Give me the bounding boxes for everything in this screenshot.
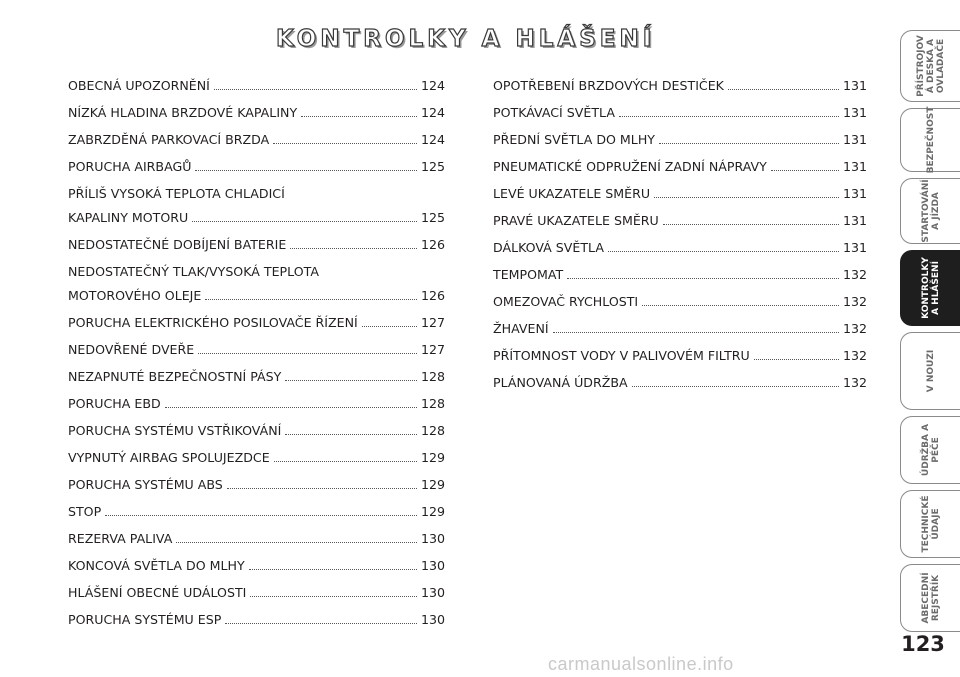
toc-entry-label: PORUCHA AIRBAGŮ	[68, 159, 192, 174]
toc-entry[interactable]	[68, 263, 445, 304]
toc-entry-label: OPOTŘEBENÍ BRZDOVÝCH DESTIČEK	[493, 78, 724, 93]
toc-entry-page: 132	[842, 321, 867, 336]
page-number: 123	[901, 632, 945, 656]
toc-entry-label: TEMPOMAT	[493, 267, 564, 282]
toc-entry[interactable]	[68, 584, 445, 601]
dot-leader	[728, 89, 839, 90]
toc-entry[interactable]	[68, 158, 445, 175]
chapter-tab-label: KONTROLKY A HLÁŠENÍ	[920, 257, 941, 319]
toc-entry-page: 130	[420, 558, 445, 573]
toc-entry-page: 129	[420, 477, 445, 492]
toc-entry[interactable]	[68, 77, 445, 94]
toc-entry-label: NEDOVŘENÉ DVEŘE	[68, 342, 195, 357]
toc-entry-label-line1: PŘÍLIŠ VYSOKÁ TEPLOTA CHLADICÍ	[68, 186, 285, 201]
dot-leader	[165, 407, 417, 408]
dot-leader	[290, 248, 417, 249]
dot-leader	[198, 353, 417, 354]
dot-leader	[192, 221, 417, 222]
toc-entry-page: 128	[420, 423, 445, 438]
dot-leader	[195, 170, 417, 171]
toc-entry[interactable]	[493, 185, 867, 202]
chapter-tab[interactable]	[900, 564, 960, 632]
toc-entry-label: NEDOSTATEČNÉ DOBÍJENÍ BATERIE	[68, 237, 287, 252]
toc-entry[interactable]	[493, 293, 867, 310]
toc-entry-page: 132	[842, 348, 867, 363]
toc-entry-label: ZABRZDĚNÁ PARKOVACÍ BRZDA	[68, 132, 270, 147]
dot-leader	[642, 305, 839, 306]
toc-entry-page: 128	[420, 396, 445, 411]
chapter-tab[interactable]	[900, 416, 960, 484]
dot-leader	[567, 278, 839, 279]
toc-entry[interactable]	[68, 476, 445, 493]
dot-leader	[214, 89, 417, 90]
toc-entry[interactable]	[493, 320, 867, 337]
toc-entry-page: 127	[420, 315, 445, 330]
toc-entry-page: 130	[420, 612, 445, 627]
toc-entry[interactable]	[68, 185, 445, 226]
toc-entry-page: 132	[842, 267, 867, 282]
toc-entry-label: PORUCHA ELEKTRICKÉHO POSILOVAČE ŘÍZENÍ	[68, 315, 358, 330]
toc-entry-label: PNEUMATICKÉ ODPRUŽENÍ ZADNÍ NÁPRAVY	[493, 159, 767, 174]
toc-entry-label: VYPNUTÝ AIRBAG SPOLUJEZDCE	[68, 450, 270, 465]
dot-leader	[285, 380, 417, 381]
toc-entry-label-line2: MOTOROVÉHO OLEJE	[68, 288, 202, 303]
toc-entry[interactable]	[68, 503, 445, 520]
toc-entry[interactable]	[68, 422, 445, 439]
toc-entry[interactable]	[493, 158, 867, 175]
dot-leader	[663, 224, 839, 225]
toc-entry-label: DÁLKOVÁ SVĚTLA	[493, 240, 604, 255]
toc-entry-page: 131	[842, 213, 867, 228]
toc-entry[interactable]	[68, 368, 445, 385]
toc-entry-page: 124	[420, 132, 445, 147]
toc-entry-page: 132	[842, 375, 867, 390]
page-title: KONTROLKY A HLÁŠENÍ	[276, 26, 656, 52]
toc-entry-label: OMEZOVAČ RYCHLOSTI	[493, 294, 639, 309]
chapter-tab[interactable]	[900, 108, 960, 172]
dot-leader	[249, 569, 417, 570]
chapter-tab[interactable]	[900, 30, 960, 102]
toc-entry[interactable]	[68, 104, 445, 121]
dot-leader	[659, 143, 839, 144]
toc-entry[interactable]	[493, 374, 867, 391]
toc-entry-label: PŘEDNÍ SVĚTLA DO MLHY	[493, 132, 655, 147]
chapter-tab-label: ABECEDNÍ REJSTŘÍK	[920, 572, 941, 624]
toc-left-column	[68, 77, 445, 638]
toc-entry-page: 129	[420, 504, 445, 519]
chapter-tab-label: STARTOVÁNÍ A JÍZDA	[920, 179, 941, 243]
toc-entry[interactable]	[68, 314, 445, 331]
dot-leader	[553, 332, 839, 333]
toc-entry-label: STOP	[68, 504, 102, 519]
chapter-tab-label: BEZPEČNOST	[925, 106, 936, 174]
toc-entry[interactable]	[68, 131, 445, 148]
dot-leader	[176, 542, 417, 543]
toc-entry-page: 130	[420, 585, 445, 600]
toc-entry-label: PORUCHA EBD	[68, 396, 161, 411]
toc-entry[interactable]	[493, 104, 867, 121]
toc-entry-page: 131	[842, 105, 867, 120]
toc-entry-page: 131	[842, 186, 867, 201]
dot-leader	[608, 251, 839, 252]
chapter-tab[interactable]	[900, 178, 960, 244]
toc-entry[interactable]	[68, 449, 445, 466]
toc-entry-page: 131	[842, 78, 867, 93]
chapter-tab[interactable]	[900, 490, 960, 558]
toc-entry-label: REZERVA PALIVA	[68, 531, 173, 546]
watermark: carmanualsonline.info	[548, 654, 734, 674]
toc-entry-label: NEZAPNUTÉ BEZPEČNOSTNÍ PÁSY	[68, 369, 282, 384]
toc-entry-label: PORUCHA SYSTÉMU VSTŘIKOVÁNÍ	[68, 423, 282, 438]
dot-leader	[285, 434, 417, 435]
toc-entry-label-line1: NEDOSTATEČNÝ TLAK/VYSOKÁ TEPLOTA	[68, 264, 319, 279]
chapter-tab-label: PŘÍSTROJOV Á DESKA A OVLADAČE	[915, 35, 946, 97]
toc-entry-label: POTKÁVACÍ SVĚTLA	[493, 105, 615, 120]
toc-entry-page: 124	[420, 105, 445, 120]
dot-leader	[754, 359, 839, 360]
chapter-tab-label: V NOUZI	[925, 349, 936, 393]
toc-entry-page: 124	[420, 78, 445, 93]
chapter-tab-label: ÚDRŽBA A PÉČE	[920, 423, 941, 477]
dot-leader	[225, 623, 417, 624]
toc-entry[interactable]	[68, 236, 445, 253]
toc-entry-label: PŘÍTOMNOST VODY V PALIVOVÉM FILTRU	[493, 348, 750, 363]
toc-entry-page: 126	[420, 237, 445, 252]
toc-entry-page: 125	[420, 210, 445, 225]
toc-entry-label: PRAVÉ UKAZATELE SMĚRU	[493, 213, 659, 228]
toc-entry-page: 132	[842, 294, 867, 309]
dot-leader	[362, 326, 417, 327]
toc-entry-label: NÍZKÁ HLADINA BRZDOVÉ KAPALINY	[68, 105, 298, 120]
dot-leader	[771, 170, 839, 171]
toc-entry-page: 129	[420, 450, 445, 465]
dot-leader	[654, 197, 839, 198]
toc-entry-page: 131	[842, 240, 867, 255]
toc-entry[interactable]	[493, 77, 867, 94]
toc-entry-label: PORUCHA SYSTÉMU ABS	[68, 477, 223, 492]
toc-entry-label: ŽHAVENÍ	[493, 321, 549, 336]
dot-leader	[250, 596, 417, 597]
chapter-tab-label: TECHNICKÉ ÚDAJE	[920, 495, 941, 553]
toc-entry-page: 130	[420, 531, 445, 546]
dot-leader	[227, 488, 417, 489]
dot-leader	[105, 515, 417, 516]
dot-leader	[301, 116, 417, 117]
toc-entry[interactable]	[493, 131, 867, 148]
toc-entry[interactable]	[493, 266, 867, 283]
dot-leader	[619, 116, 839, 117]
toc-entry-page: 128	[420, 369, 445, 384]
toc-entry[interactable]	[493, 212, 867, 229]
toc-entry-page: 127	[420, 342, 445, 357]
toc-entry-label: KONCOVÁ SVĚTLA DO MLHY	[68, 558, 245, 573]
chapter-tab[interactable]	[900, 250, 960, 326]
dot-leader	[205, 299, 417, 300]
dot-leader	[273, 143, 417, 144]
toc-entry[interactable]	[68, 395, 445, 412]
dot-leader	[632, 386, 839, 387]
toc-entry-page: 125	[420, 159, 445, 174]
toc-entry[interactable]	[68, 341, 445, 358]
toc-entry[interactable]	[493, 347, 867, 364]
toc-entry[interactable]	[68, 557, 445, 574]
toc-entry-label: PORUCHA SYSTÉMU ESP	[68, 612, 222, 627]
toc-entry-label: HLÁŠENÍ OBECNÉ UDÁLOSTI	[68, 585, 247, 600]
toc-entry[interactable]	[68, 530, 445, 547]
toc-right-column	[493, 77, 867, 401]
toc-entry[interactable]	[68, 611, 445, 628]
toc-entry[interactable]	[493, 239, 867, 256]
toc-entry-label: LEVÉ UKAZATELE SMĚRU	[493, 186, 651, 201]
dot-leader	[274, 461, 417, 462]
toc-entry-label: OBECNÁ UPOZORNĚNÍ	[68, 78, 210, 93]
toc-entry-page: 131	[842, 159, 867, 174]
toc-entry-page: 131	[842, 132, 867, 147]
toc-entry-label-line2: KAPALINY MOTORU	[68, 210, 189, 225]
toc-entry-label: PLÁNOVANÁ ÚDRŽBA	[493, 375, 628, 390]
toc-entry-page: 126	[420, 288, 445, 303]
chapter-tab[interactable]	[900, 332, 960, 410]
